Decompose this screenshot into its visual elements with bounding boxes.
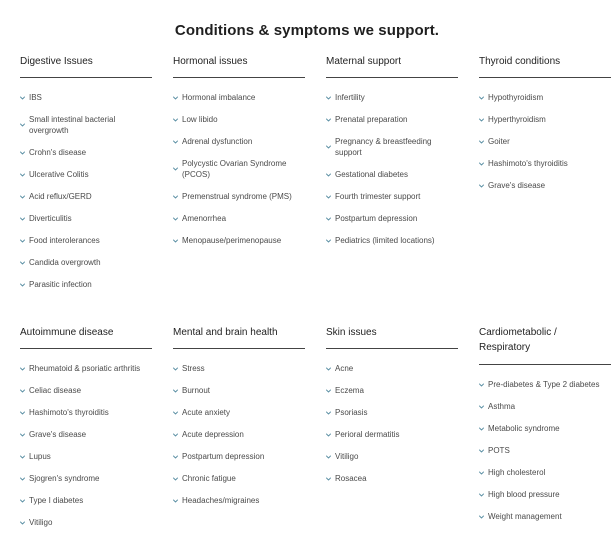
condition-label: Small intestinal bacterial overgrowth <box>29 115 116 135</box>
condition-label: Hashimoto's thyroiditis <box>29 408 109 417</box>
category-maternal-support <box>326 54 458 325</box>
category-skin-issues <box>326 325 458 545</box>
condition-item <box>326 169 458 180</box>
chevron-down-icon <box>173 473 181 484</box>
condition-label: Pregnancy & breastfeeding support <box>335 137 432 157</box>
condition-label: Gestational diabetes <box>335 170 408 179</box>
condition-label: Vitiligo <box>335 452 359 461</box>
condition-label: Rheumatoid & psoriatic arthritis <box>29 364 141 373</box>
condition-label: Ulcerative Colitis <box>29 170 89 179</box>
condition-item <box>173 158 305 180</box>
condition-label: Acute depression <box>182 430 244 439</box>
condition-item <box>20 451 152 462</box>
condition-label: Goiter <box>488 137 510 146</box>
condition-label: Chronic fatigue <box>182 474 236 483</box>
condition-item <box>173 235 305 246</box>
condition-label: Menopause/perimenopause <box>182 236 282 245</box>
category-heading: Mental and brain health <box>173 325 305 349</box>
condition-label: Infertility <box>335 93 365 102</box>
condition-item <box>326 92 458 103</box>
chevron-down-icon <box>326 451 334 462</box>
chevron-down-icon <box>326 114 334 125</box>
condition-label: Parasitic infection <box>29 280 92 289</box>
chevron-down-icon <box>20 92 28 103</box>
condition-label: Sjogren's syndrome <box>29 474 100 483</box>
chevron-down-icon <box>20 169 28 180</box>
condition-list <box>479 78 611 191</box>
category-heading <box>479 325 611 365</box>
condition-item <box>20 279 152 290</box>
chevron-down-icon <box>479 511 487 522</box>
condition-label: Candida overgrowth <box>29 258 101 267</box>
condition-item <box>173 213 305 224</box>
condition-label: Postpartum depression <box>182 452 265 461</box>
condition-label: Acute anxiety <box>182 408 231 417</box>
condition-item <box>326 191 458 202</box>
condition-item <box>479 158 611 169</box>
condition-item <box>326 136 458 158</box>
condition-label: Adrenal dysfunction <box>182 137 253 146</box>
page-title: Conditions & symptoms we support. <box>174 22 440 40</box>
chevron-down-icon <box>173 114 181 125</box>
condition-item <box>20 473 152 484</box>
condition-list <box>20 349 152 528</box>
condition-list <box>326 349 458 484</box>
condition-label: Eczema <box>335 386 364 395</box>
conditions-grid <box>20 54 614 545</box>
chevron-down-icon <box>173 429 181 440</box>
chevron-down-icon <box>173 235 181 246</box>
chevron-down-icon <box>173 136 181 147</box>
category-hormonal-issues <box>173 54 305 325</box>
condition-label: Psoriasis <box>335 408 368 417</box>
chevron-down-icon <box>173 451 181 462</box>
condition-item <box>20 363 152 374</box>
condition-label: Amenorrhea <box>182 214 227 223</box>
condition-item <box>20 191 152 202</box>
condition-label: Lupus <box>29 452 51 461</box>
chevron-down-icon <box>479 180 487 191</box>
condition-item <box>173 114 305 125</box>
chevron-down-icon <box>479 136 487 147</box>
condition-label: Food interolerances <box>29 236 100 245</box>
condition-item <box>20 385 152 396</box>
chevron-down-icon <box>326 385 334 396</box>
condition-list <box>20 78 152 290</box>
condition-label: Acne <box>335 364 354 373</box>
condition-item <box>173 385 305 396</box>
chevron-down-icon <box>20 279 28 290</box>
condition-item <box>479 511 611 522</box>
condition-item <box>479 180 611 191</box>
condition-label: Hyperthyroidism <box>488 115 546 124</box>
chevron-down-icon <box>173 363 181 374</box>
condition-label: Diverticulitis <box>29 214 72 223</box>
chevron-down-icon <box>20 147 28 158</box>
condition-item <box>20 407 152 418</box>
condition-item <box>479 136 611 147</box>
condition-label: Hashimoto's thyroiditis <box>488 159 568 168</box>
chevron-down-icon <box>326 235 334 246</box>
condition-label: Headaches/migraines <box>182 496 260 505</box>
category-digestive-issues <box>20 54 152 325</box>
condition-label: IBS <box>29 93 42 102</box>
condition-label: Grave's disease <box>488 181 546 190</box>
condition-label: Crohn's disease <box>29 148 87 157</box>
condition-item <box>479 92 611 103</box>
chevron-down-icon <box>173 164 181 175</box>
condition-label: Asthma <box>488 402 516 411</box>
condition-item <box>20 235 152 246</box>
chevron-down-icon <box>326 407 334 418</box>
condition-label: Rosacea <box>335 474 367 483</box>
condition-label: Hypothyroidism <box>488 93 544 102</box>
condition-item <box>20 92 152 103</box>
condition-label: Grave's disease <box>29 430 87 439</box>
chevron-down-icon <box>20 363 28 374</box>
condition-item <box>173 429 305 440</box>
condition-item <box>173 495 305 506</box>
chevron-down-icon <box>173 407 181 418</box>
chevron-down-icon <box>173 191 181 202</box>
condition-label: Type I diabetes <box>29 496 84 505</box>
chevron-down-icon <box>20 120 28 131</box>
condition-label: POTS <box>488 446 510 455</box>
condition-item <box>20 147 152 158</box>
condition-label: Celiac disease <box>29 386 82 395</box>
condition-label: Perioral dermatitis <box>335 430 400 439</box>
condition-label: Postpartum depression <box>335 214 418 223</box>
condition-item <box>479 445 611 456</box>
condition-label: Metabolic syndrome <box>488 424 560 433</box>
condition-label: Premenstrual syndrome (PMS) <box>182 192 292 201</box>
condition-label: Pre-diabetes & Type 2 diabetes <box>488 380 600 389</box>
chevron-down-icon <box>479 423 487 434</box>
condition-list <box>173 349 305 506</box>
category-autoimmune-disease <box>20 325 152 545</box>
chevron-down-icon <box>326 142 334 153</box>
condition-label: Weight management <box>488 512 562 521</box>
chevron-down-icon <box>20 257 28 268</box>
condition-label: High cholesterol <box>488 468 546 477</box>
chevron-down-icon <box>479 114 487 125</box>
chevron-down-icon <box>173 213 181 224</box>
chevron-down-icon <box>20 429 28 440</box>
chevron-down-icon <box>326 191 334 202</box>
condition-item <box>479 467 611 478</box>
condition-item <box>479 114 611 125</box>
chevron-down-icon <box>326 363 334 374</box>
chevron-down-icon <box>20 385 28 396</box>
chevron-down-icon <box>173 385 181 396</box>
chevron-down-icon <box>20 191 28 202</box>
condition-label: Prenatal preparation <box>335 115 408 124</box>
chevron-down-icon <box>479 379 487 390</box>
chevron-down-icon <box>20 451 28 462</box>
chevron-down-icon <box>479 467 487 478</box>
chevron-down-icon <box>479 92 487 103</box>
condition-item <box>173 136 305 147</box>
condition-label: Vitiligo <box>29 518 53 527</box>
conditions-row-1 <box>20 54 614 325</box>
chevron-down-icon <box>479 158 487 169</box>
condition-list <box>479 365 611 522</box>
condition-label: High blood pressure <box>488 490 560 499</box>
condition-label: Stress <box>182 364 205 373</box>
condition-item <box>479 489 611 500</box>
category-heading: Autoimmune disease <box>20 325 152 349</box>
chevron-down-icon <box>326 473 334 484</box>
chevron-down-icon <box>479 401 487 412</box>
condition-item <box>20 257 152 268</box>
condition-item <box>173 92 305 103</box>
condition-item <box>326 451 458 462</box>
chevron-down-icon <box>20 517 28 528</box>
condition-label: Low libido <box>182 115 218 124</box>
condition-label: Polycystic Ovarian Syndrome (PCOS) <box>182 159 287 179</box>
condition-item <box>173 473 305 484</box>
chevron-down-icon <box>173 92 181 103</box>
condition-item <box>20 429 152 440</box>
category-heading: Hormonal issues <box>173 54 305 78</box>
condition-item <box>326 385 458 396</box>
condition-item <box>20 213 152 224</box>
chevron-down-icon <box>20 235 28 246</box>
category-heading: Skin issues <box>326 325 458 349</box>
category-cardiometabolic-respiratory <box>479 325 611 545</box>
condition-label: Fourth trimester support <box>335 192 421 201</box>
condition-item <box>479 401 611 412</box>
condition-item <box>326 235 458 246</box>
chevron-down-icon <box>20 407 28 418</box>
condition-list <box>173 78 305 246</box>
condition-item <box>20 169 152 180</box>
condition-item <box>173 363 305 374</box>
condition-item <box>173 191 305 202</box>
condition-item <box>479 379 611 390</box>
condition-item <box>20 495 152 506</box>
condition-item <box>173 451 305 462</box>
condition-label: Burnout <box>182 386 211 395</box>
chevron-down-icon <box>326 429 334 440</box>
chevron-down-icon <box>326 92 334 103</box>
category-heading-line: Cardiometabolic / <box>479 327 557 338</box>
condition-item <box>20 114 152 136</box>
condition-label: Pediatrics (limited locations) <box>335 236 435 245</box>
condition-list <box>326 78 458 246</box>
chevron-down-icon <box>20 213 28 224</box>
condition-label: Acid reflux/GERD <box>29 192 92 201</box>
chevron-down-icon <box>20 473 28 484</box>
chevron-down-icon <box>326 169 334 180</box>
condition-item <box>326 363 458 374</box>
chevron-down-icon <box>326 213 334 224</box>
condition-item <box>20 517 152 528</box>
conditions-row-2 <box>20 325 614 545</box>
condition-item <box>479 423 611 434</box>
category-heading: Thyroid conditions <box>479 54 611 78</box>
chevron-down-icon <box>20 495 28 506</box>
condition-item <box>326 473 458 484</box>
category-mental-brain-health <box>173 325 305 545</box>
condition-item <box>326 429 458 440</box>
category-heading-line: Respiratory <box>479 342 531 353</box>
condition-item <box>326 114 458 125</box>
chevron-down-icon <box>479 445 487 456</box>
condition-item <box>326 407 458 418</box>
chevron-down-icon <box>479 489 487 500</box>
chevron-down-icon <box>173 495 181 506</box>
category-thyroid-conditions <box>479 54 611 325</box>
category-heading: Maternal support <box>326 54 458 78</box>
condition-label: Hormonal imbalance <box>182 93 256 102</box>
condition-item <box>326 213 458 224</box>
category-heading: Digestive Issues <box>20 54 152 78</box>
condition-item <box>173 407 305 418</box>
